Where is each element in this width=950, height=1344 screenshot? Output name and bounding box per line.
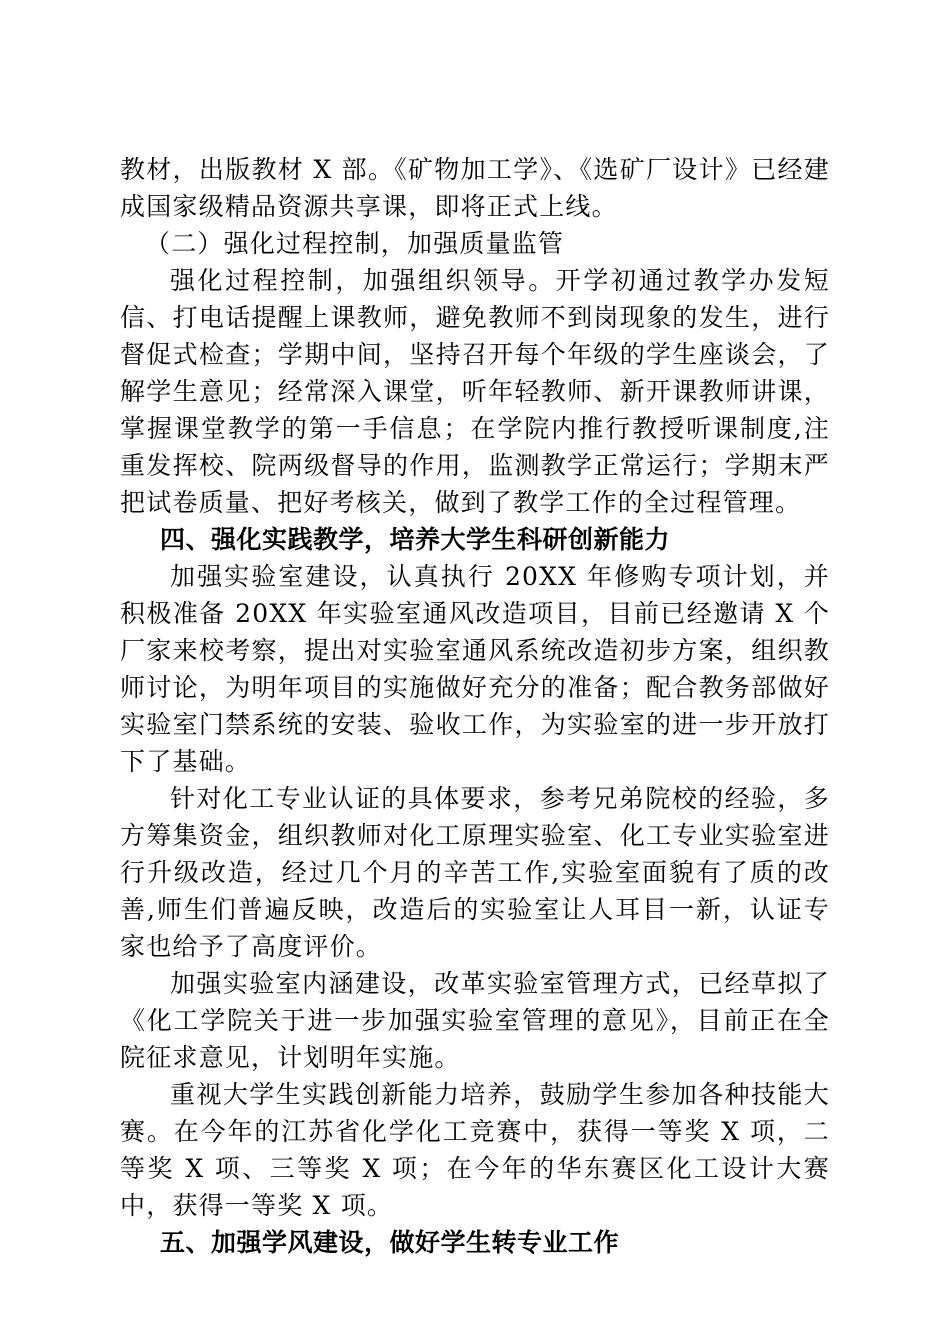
paragraph-certification: 针对化工专业认证的具体要求，参考兄弟院校的经验，多方筹集资金，组织教师对化工原理实验室、化工专业实验室进行升级改造，经过几个月的辛苦工作,实验室面貌有了质的改善,师生们普遍反映，改造后的实验室让人耳目一新，认证专家也给予了高度评价。	[120, 784, 830, 961]
section-heading-four: 四、强化实践教学，培养大学生科研创新能力	[160, 525, 671, 554]
paragraph-competitions: 重视大学生实践创新能力培养，鼓励学生参加各种技能大赛。在今年的江苏省化学化工竞赛中，获得一等奖 X 项，二等奖 X 项、三等奖 X 项；在今年的华东赛区化工设计大赛中，获得一等奖 X 项。	[120, 1080, 830, 1220]
paragraph-lab-management: 加强实验室内涵建设，改革实验室管理方式，已经草拟了《化工学院关于进一步加强实验室管理的意见》，目前正在全院征求意见，计划明年实施。	[120, 969, 830, 1072]
subheading-process-control: （二）强化过程控制，加强质量监管	[145, 229, 565, 258]
paragraph-textbook-continued: 教材，出版教材 X 部。《矿物加工学》、《选矿厂设计》已经建成国家级精品资源共享课，即将正式上线。	[120, 155, 830, 221]
section-heading-five: 五、加强学风建设，做好学生转专业工作	[160, 1228, 620, 1257]
document-body	[120, 151, 830, 1261]
paragraph-lab-construction: 加强实验室建设，认真执行 20XX 年修购专项计划，并积极准备 20XX 年实验室通风改造项目，目前已经邀请 X 个厂家来校考察，提出对实验室通风系统改造初步方案，组织教师讨论，为明年项目的实施做好充分的准备；配合教务部做好实验室门禁系统的安装、验收工作，为实验室的进一步开放打下了基础。	[120, 562, 830, 776]
paragraph-process-control: 强化过程控制，加强组织领导。开学初通过教学办发短信、打电话提醒上课教师，避免教师不到岗现象的发生，进行督促式检查；学期中间，坚持召开每个年级的学生座谈会，了解学生意见；经常深入课堂，听年轻教师、新开课教师讲课，掌握课堂教学的第一手信息；在学院内推行教授听课制度,注重发挥校、院两级督导的作用，监测教学正常运行；学期末严把试卷质量、把好考核关，做到了教学工作的全过程管理。	[120, 266, 830, 517]
